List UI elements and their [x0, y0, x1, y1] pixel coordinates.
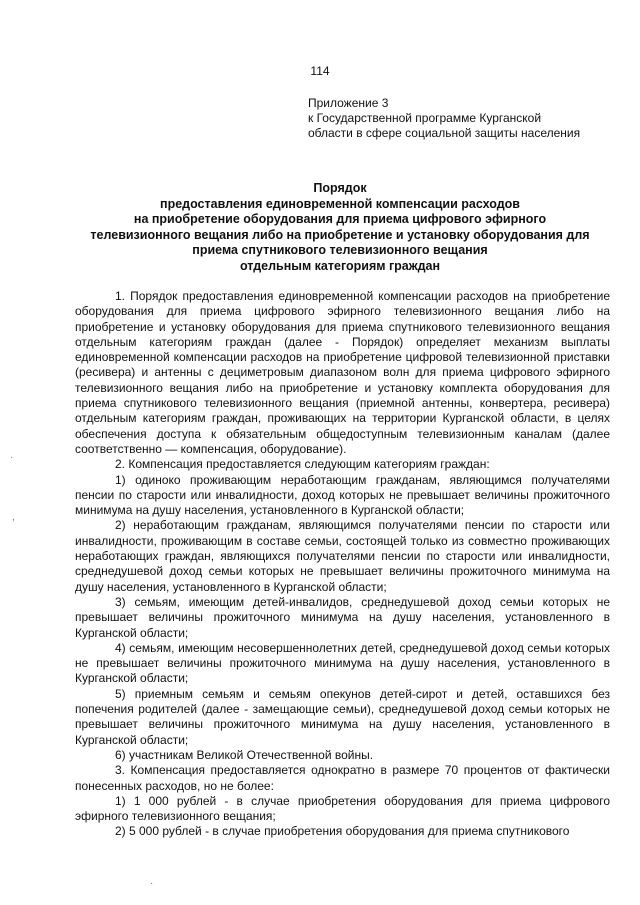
scan-mark: , — [12, 512, 15, 523]
paragraph-9: 3. Компенсация предоставляется однократно в размере 70 процентов от фактически понесенных расходов, но не более: — [75, 763, 610, 793]
document-body — [75, 289, 610, 840]
paragraph-5: 3) семьям, имеющим детей-инвалидов, среднедушевой доход семьи которых не превышает величины прожиточного минимума на душу населения, установленного в Курганской области; — [75, 594, 610, 640]
appendix-line-1: Приложение 3 — [308, 96, 389, 110]
paragraph-7: 5) приемным семьям и семьям опекунов детей-сирот и детей, оставшихся без попечения родителей (далее - замещающие семьи), среднедушевой доход семьи которых не превышает величины прожиточного минимума на душу населения, установленного в Курганской области; — [75, 686, 610, 747]
page-number: 114 — [310, 64, 330, 78]
appendix-line-3: области в сфере социальной защиты населения — [308, 126, 581, 140]
paragraph-10: 1) 1 000 рублей - в случае приобретения оборудования для приема цифрового эфирного телевизионного вещания; — [75, 793, 610, 824]
paragraph-4: 2) неработающим гражданам, являющимся получателями пенсии по старости или инвалидности, проживающим в составе семьи, состоящей только из совместно проживающих неработающих граждан, являющихся получателями пенсии по старости или инвалидности, среднедушевой доход семьи которых не превышает величины прожиточного минимума на душу населения, установленного в Курганской области; — [75, 518, 610, 594]
paragraph-11: 2) 5 000 рублей - в случае приобретения оборудования для приема спутникового — [115, 824, 570, 839]
appendix-line-2: к Государственной программе Курганской — [308, 111, 542, 125]
title-line-5: приема спутникового телевизионного вещания — [192, 243, 488, 257]
document-title — [70, 181, 610, 274]
title-line-4: телевизионного вещания либо на приобретение и установку оборудования для — [90, 227, 590, 242]
scan-mark: · — [150, 878, 154, 889]
paragraph-2: 2. Компенсация предоставляется следующим категориям граждан: — [115, 457, 490, 472]
title-line-1: Порядок — [313, 181, 367, 195]
title-line-3: на приобретение оборудования для приема цифрового эфирного — [133, 212, 547, 226]
scan-mark: · — [10, 452, 14, 463]
paragraph-3: 1) одиноко проживающим неработающим гражданам, являющимся получателями пенсии по старости или инвалидности, доход которых не превышает величины прожиточного минимума на душу населения, установленного в Курганской области; — [75, 472, 610, 518]
paragraph-1: 1. Порядок предоставления единовременной компенсации расходов на приобретение оборудования для приема цифрового эфирного телевизионного вещания либо на приобретение и установку оборудования для приема спутникового телевизионного вещания отдельным категориям граждан (далее - Порядок) определяет механизм выплаты единовременной компенсации расходов на приобретение цифровой телевизионной приставки (ресивера) и антенны с дециметровым диапазоном волн для приема цифрового эфирного телевизионного вещания либо на приобретение и установку комплекта оборудования для приема спутникового телевизионного вещания (приемной антенны, конвертера, ресивера) отдельным категориям граждан, проживающих на территории Курганской области, в целях обеспечения доступа к обязательным общедоступным телевизионным каналам (далее соответственно — компенсация, оборудование). — [75, 289, 610, 456]
title-line-2: предоставления единовременной компенсации расходов — [160, 196, 520, 211]
appendix-reference — [308, 96, 618, 141]
title-line-6: отдельным категориям граждан — [239, 258, 441, 273]
paragraph-6: 4) семьям, имеющим несовершеннолетних детей, среднедушевой доход семьи которых не превышает величины прожиточного минимума на душу населения, установленного в Курганской области; — [75, 640, 610, 686]
paragraph-8: 6) участникам Великой Отечественной войны. — [115, 747, 374, 762]
